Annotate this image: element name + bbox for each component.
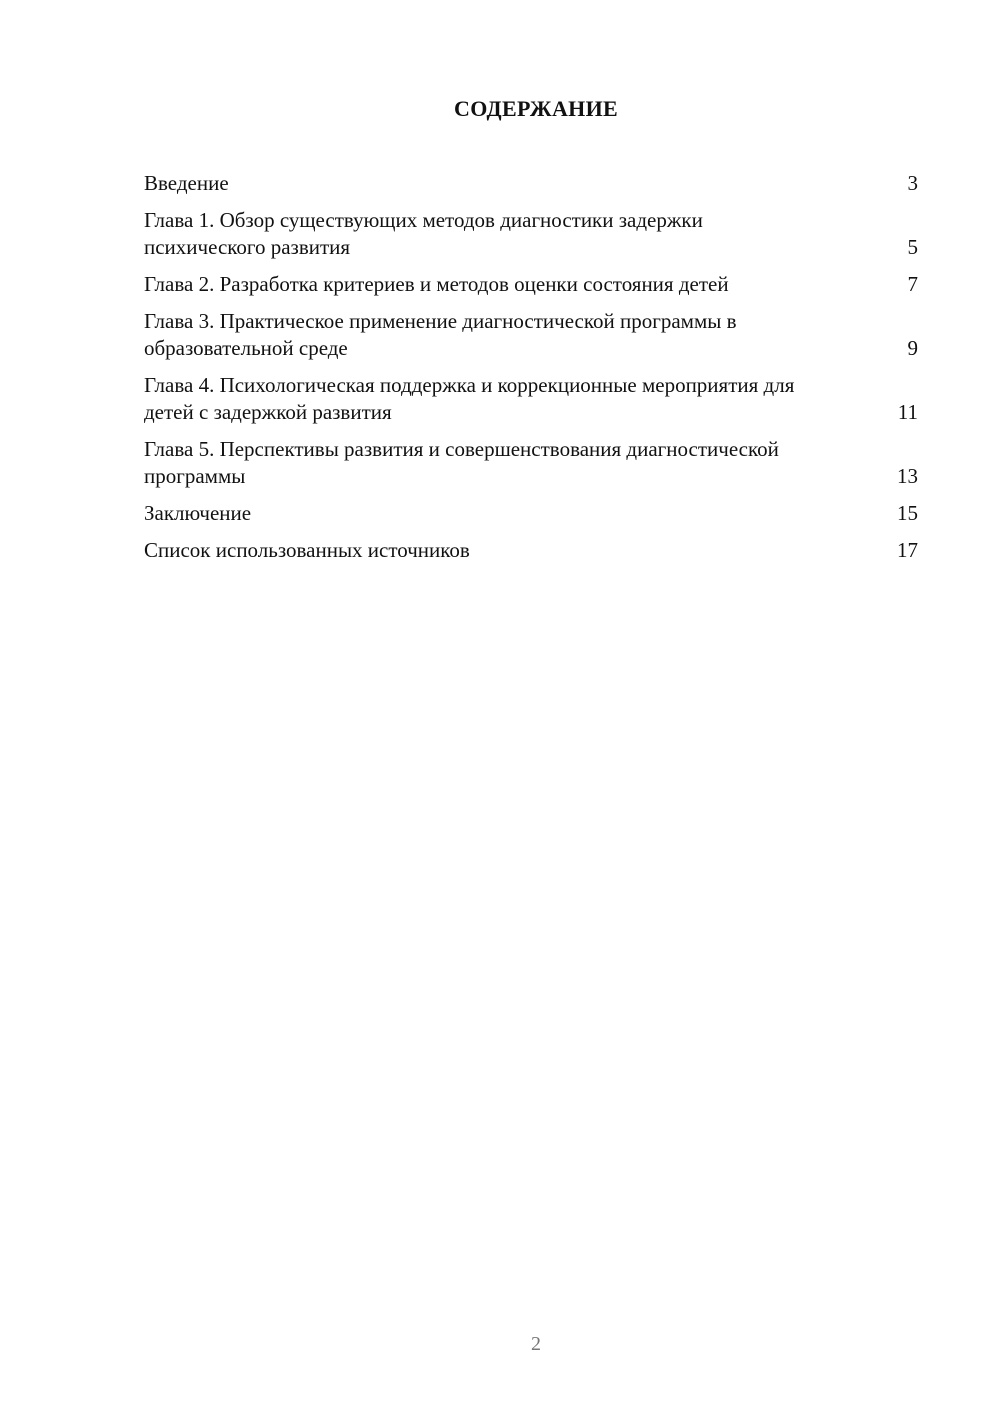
toc-entry-page: 5 [907, 235, 918, 259]
toc-entry-text: Список использованных источников [144, 538, 470, 562]
table-of-contents [144, 170, 918, 574]
toc-entry-page: 9 [907, 336, 918, 360]
toc-entry-conclusion[interactable] [144, 500, 918, 527]
toc-entry-introduction[interactable] [144, 170, 918, 197]
toc-entry-text: Введение [144, 171, 229, 195]
toc-entry-text: Глава 2. Разработка критериев и методов оценки состояния детей [144, 272, 729, 296]
toc-title: СОДЕРЖАНИЕ [454, 96, 618, 121]
toc-entry-page: 11 [897, 400, 918, 424]
toc-entry-page: 15 [897, 501, 918, 525]
toc-entry-page: 13 [897, 464, 918, 488]
toc-entry-chapter-5[interactable] [144, 436, 918, 490]
toc-entry-page: 7 [907, 272, 918, 296]
toc-entry-text: Заключение [144, 501, 252, 525]
toc-entry-chapter-3[interactable] [144, 308, 918, 362]
toc-entry-chapter-4[interactable] [144, 372, 918, 426]
toc-entry-chapter-2[interactable] [144, 271, 918, 298]
toc-entry-text: Глава 1. Обзор существующих методов диагностики задержки психического развития [144, 208, 703, 259]
toc-entry-text: Глава 4. Психологическая поддержка и коррекционные мероприятия для детей с задержкой развития [144, 373, 795, 424]
toc-entry-text: Глава 3. Практическое применение диагностической программы в образовательной среде [144, 309, 737, 360]
toc-entry-page: 3 [907, 171, 918, 195]
toc-entry-text: Глава 5. Перспективы развития и совершенствования диагностической программы [144, 437, 779, 488]
toc-entry-references[interactable] [144, 537, 918, 564]
page-number: 2 [531, 1333, 541, 1355]
toc-entry-page: 17 [897, 538, 918, 562]
toc-entry-chapter-1[interactable] [144, 207, 918, 261]
